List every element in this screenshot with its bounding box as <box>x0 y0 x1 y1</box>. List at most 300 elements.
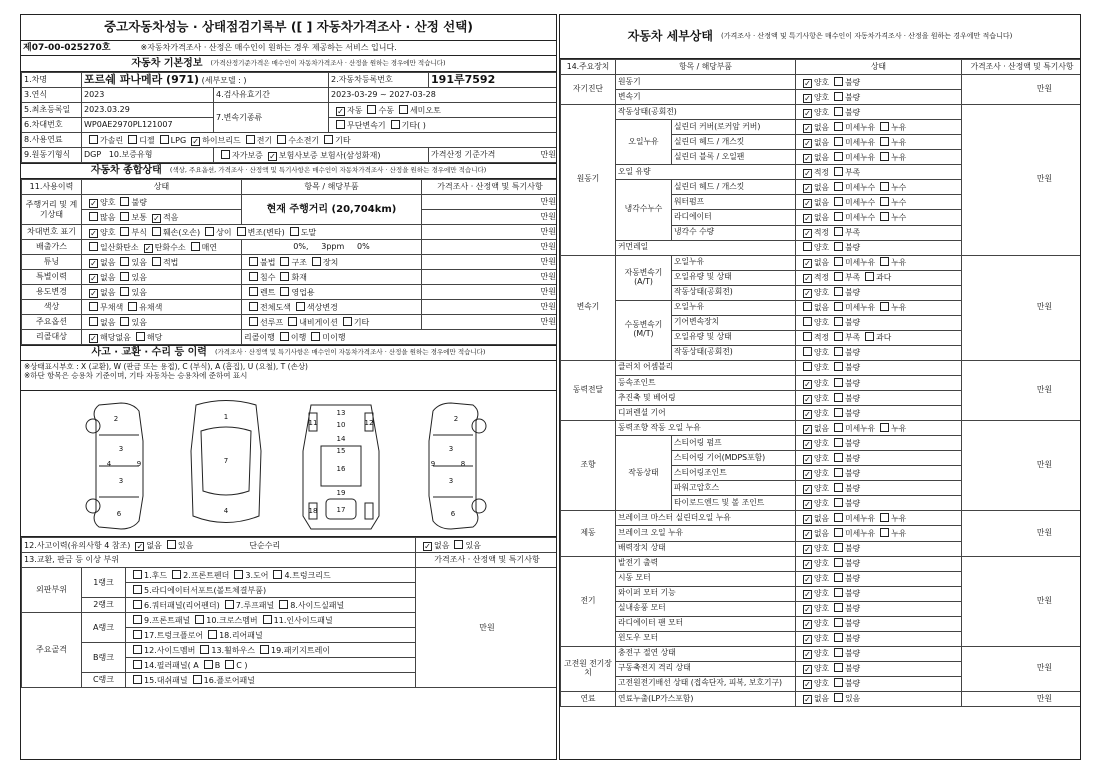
checkbox <box>120 227 129 236</box>
checkbox-checked <box>803 425 812 434</box>
option-label: 불량 <box>845 318 861 328</box>
vin-label: 6.차대번호 <box>22 118 82 133</box>
option-label: 없음 <box>146 540 162 550</box>
unit: 만원 <box>962 105 1082 255</box>
item-label: 수동변속기 (M/T) <box>616 300 672 360</box>
option-label: 미세누유 <box>845 513 876 523</box>
option-label: 매연 <box>201 242 218 252</box>
checkbox <box>120 287 129 296</box>
status-cell <box>796 451 962 466</box>
checkbox <box>89 302 98 311</box>
checkbox-checked <box>803 94 812 103</box>
checkbox <box>834 182 843 191</box>
checkbox <box>834 167 843 176</box>
unit: 만원 <box>962 421 1082 511</box>
table-row <box>561 511 1082 526</box>
odometer-text: 현재 주행거리 (20,704km) <box>266 203 397 215</box>
checkbox <box>249 287 258 296</box>
diagram-label: 12 <box>364 419 374 427</box>
gas-values: 0%, 3ppm 0% <box>242 240 422 255</box>
right-header <box>560 15 1080 59</box>
item-label: 등속조인트 <box>616 375 796 390</box>
option-label: 불량 <box>845 468 861 478</box>
checkbox-checked <box>803 169 812 178</box>
option-label: 1.후드 <box>144 570 168 580</box>
checkbox-checked <box>803 139 812 148</box>
checkbox <box>89 135 98 144</box>
status-cell <box>796 180 962 195</box>
status-cell <box>796 255 962 270</box>
checkbox-checked <box>803 620 812 629</box>
checkbox <box>133 675 142 684</box>
trans-label: 7.변속기종류 <box>214 103 329 133</box>
option-label: 미세누유 <box>845 137 876 147</box>
checkbox <box>160 135 169 144</box>
option-label: 없음 <box>100 272 116 282</box>
sub-item-label: 오일유량 및 상태 <box>672 330 796 345</box>
checkbox-checked <box>803 515 812 524</box>
diagram-label: 1 <box>223 413 229 421</box>
table-row <box>22 538 558 553</box>
option-label: 양호 <box>814 604 830 614</box>
checkbox <box>834 633 843 642</box>
diagram-label: 11 <box>308 419 318 427</box>
sub-item-label: 오일누유 <box>672 300 796 315</box>
doc-note: ※자동차가격조사 · 산정은 매수인이 원하는 경우 제공하는 서비스 입니다. <box>140 43 397 53</box>
option-label: 변조(변타) <box>247 227 285 237</box>
sub-item-label: 오일유량 및 상태 <box>672 270 796 285</box>
fuel-label: 8.사용연료 <box>22 133 82 148</box>
checkbox-checked <box>803 500 812 509</box>
table-row <box>22 255 558 270</box>
right-title-note: (가격조사 · 산정액 및 특기사항은 매수인이 자동차가격조사 · 산정을 원하는 경우에만 적습니다) <box>720 32 1013 41</box>
option-label: 과다 <box>876 273 892 283</box>
row-label: 튜닝 <box>22 255 82 270</box>
checkbox-checked <box>803 665 812 674</box>
table-row <box>22 133 558 148</box>
checkbox <box>249 272 258 281</box>
checkbox <box>834 212 843 221</box>
checkbox <box>880 528 889 537</box>
unit: 만원 <box>416 568 558 688</box>
color-opts-2 <box>242 300 422 315</box>
doc-number: 제07-00-025270호 <box>23 42 111 53</box>
item-label: 원동기 <box>616 75 796 90</box>
checkbox <box>803 242 812 251</box>
option-label: 없음 <box>814 182 830 192</box>
status-cell <box>796 225 962 240</box>
item-label: 냉각수누수 <box>616 180 672 240</box>
tuning-opts <box>82 255 242 270</box>
option-label: 없음 <box>814 694 830 704</box>
item-label: 변속기 <box>616 90 796 105</box>
option-label: 누유 <box>891 303 907 313</box>
fuel-opts <box>82 133 558 148</box>
table-header-row <box>22 180 558 195</box>
option-label: 양호 <box>814 288 830 298</box>
option-label: 16.플로어패널 <box>203 675 256 685</box>
item-label: 커먼레일 <box>616 240 796 255</box>
group-label: 고전원 전기장치 <box>561 646 616 691</box>
option-label: 없음 <box>814 258 830 268</box>
checkbox <box>880 152 889 161</box>
legend-line-1: ※상태표시부호 : X (교환), W (판금 또는 용접), C (부식), A (흠집), U (요철), T (손상) <box>24 362 308 371</box>
accident-note: (가격조사 · 산정액 및 특기사항은 매수인이 자동차가격조사 · 산정을 원하는 경우에만 적습니다) <box>214 348 486 357</box>
option-label: 불량 <box>845 634 861 644</box>
unit: 만원 <box>422 195 558 210</box>
option-label: 양호 <box>814 318 830 328</box>
gas-opts <box>82 240 242 255</box>
checkbox-checked <box>803 124 812 133</box>
status-cell <box>796 421 962 436</box>
right-title: 자동차 세부상태 <box>627 28 713 43</box>
item-label: 시동 모터 <box>616 571 796 586</box>
option-label: 12.사이드멤버 <box>144 645 196 655</box>
status-cell <box>796 120 962 135</box>
sub-item-label: 작동상태(공회전) <box>672 285 796 300</box>
usage-opts-2 <box>242 285 422 300</box>
diagram-label: 3 <box>448 445 454 453</box>
diagram-label: 15 <box>336 447 346 455</box>
diagram-label: 3 <box>448 477 454 485</box>
option-label: 누수 <box>891 212 907 222</box>
accident-row <box>22 538 416 553</box>
option-label: 이행 <box>290 332 307 342</box>
price-label: 가격산정 기준가격 <box>431 150 496 160</box>
option-label: 수동 <box>378 105 394 115</box>
option-label: 불량 <box>845 107 861 117</box>
group-label: 제동 <box>561 511 616 556</box>
row-label: 차대번호 표기 <box>22 225 82 240</box>
item-label: 윈도우 모터 <box>616 631 796 646</box>
option-label: 있음 <box>131 257 147 267</box>
first-reg-label: 5.최초등록일 <box>22 103 82 118</box>
accident-table <box>21 537 557 688</box>
checkbox <box>834 92 843 101</box>
checkbox <box>834 347 843 356</box>
checkbox-checked <box>89 334 98 343</box>
status-cell <box>796 406 962 421</box>
left-sheet <box>20 14 557 760</box>
status-cell <box>796 646 962 661</box>
table-row <box>22 225 558 240</box>
col-header: 항목 / 해당부품 <box>616 60 796 75</box>
option-label: 수소전기 <box>288 135 320 145</box>
checkbox <box>834 197 843 206</box>
option-label: LPG <box>170 135 187 145</box>
option-label: 적정 <box>814 228 830 238</box>
checkbox-checked <box>803 560 812 569</box>
left-title: 중고자동차성능 · 상태점검기록부 ([ ] 자동차가격조사 · 산정 선택) <box>21 15 556 41</box>
col-header: 가격조사 · 산정액 및 특기사항 <box>422 180 558 195</box>
checkbox <box>193 675 202 684</box>
option-label: 불량 <box>845 604 861 614</box>
unit: 만원 <box>962 691 1082 706</box>
name-value: 포르쉐 파나메라 (971) <box>84 72 200 86</box>
basic-info-header <box>21 56 556 72</box>
option-label: 미세누유 <box>845 258 876 268</box>
checkbox-checked <box>803 485 812 494</box>
simple-repair-label: 단순수리 <box>249 540 281 550</box>
item-label: 연료누출(LP가스포함) <box>616 691 796 706</box>
table-row <box>561 691 1082 706</box>
diagram-label: 6 <box>450 510 456 518</box>
sub-item-label: 타이로드엔드 및 볼 조인트 <box>672 496 796 511</box>
option-label: 일산화탄소 <box>100 242 139 252</box>
checkbox <box>834 693 843 702</box>
checkbox <box>391 120 400 129</box>
item-label: 실내송풍 모터 <box>616 601 796 616</box>
option-label: 양호 <box>814 348 830 358</box>
rank-label: B랭크 <box>82 643 126 673</box>
option-label: 부식 <box>131 227 147 237</box>
option-label: 양호 <box>814 544 830 554</box>
item-label: 고전원전기배선 상태 (접속단자, 피복, 보호기구) <box>616 676 796 691</box>
option-label: 하이브리드 <box>202 135 241 145</box>
unit: 만원 <box>422 285 558 300</box>
checkbox <box>128 135 137 144</box>
checkbox <box>834 678 843 687</box>
checkbox <box>152 227 161 236</box>
checkbox <box>312 257 321 266</box>
status-cell <box>796 165 962 180</box>
option-label: 영업용 <box>291 287 315 297</box>
item-label: 충전구 절연 상태 <box>616 646 796 661</box>
option-label: 적정 <box>814 333 830 343</box>
checkbox <box>277 135 286 144</box>
status-cell <box>796 240 962 255</box>
option-label: 양호 <box>814 107 830 117</box>
unit: 만원 <box>962 511 1082 556</box>
recall-opts <box>82 330 242 345</box>
option-label: 불량 <box>845 77 861 87</box>
item-label: 발전기 출력 <box>616 556 796 571</box>
unit: 만원 <box>422 315 558 330</box>
checkbox <box>834 498 843 507</box>
checkbox-checked <box>803 545 812 554</box>
checkbox <box>834 513 843 522</box>
car-diagram <box>21 391 556 537</box>
unit: 만원 <box>422 210 558 225</box>
basic-info-note: (가격산정기준가격은 매수인이 자동차가격조사 · 산정을 원하는 경우에만 적습니다) <box>210 58 446 67</box>
item-label: 와이퍼 모터 기능 <box>616 586 796 601</box>
motor-value: DGP <box>84 150 102 160</box>
option-label: 없음 <box>100 257 116 267</box>
special-opts <box>82 270 242 285</box>
option-label: 렌트 <box>260 287 276 297</box>
checkbox <box>221 150 230 159</box>
special-opts-2 <box>242 270 422 285</box>
checkbox <box>834 227 843 236</box>
car-diagram-svg <box>21 391 557 537</box>
motor-label: 9.원동기형식 <box>22 148 82 163</box>
option-label: 불량 <box>845 408 861 418</box>
rankA-items-2 <box>126 628 416 643</box>
option-label: 2.프론트펜더 <box>183 570 230 580</box>
option-label: 양호 <box>814 498 830 508</box>
status-cell <box>796 135 962 150</box>
unit: 만원 <box>962 360 1082 420</box>
option-label: 있음 <box>131 272 147 282</box>
checkbox <box>880 257 889 266</box>
checkbox-checked <box>191 137 200 146</box>
item-label: 동력조향 작동 오일 누유 <box>616 421 796 436</box>
checkbox-checked <box>803 214 812 223</box>
checkbox <box>133 645 142 654</box>
option-label: 양호 <box>814 243 830 253</box>
plate-value: 191루7592 <box>429 73 557 88</box>
status-cell <box>796 210 962 225</box>
year-value: 2023 <box>82 88 214 103</box>
diagram-label: 16 <box>336 465 346 473</box>
option-label: 18.리어패널 <box>219 630 263 640</box>
status-cell <box>796 661 962 676</box>
option-label: 불량 <box>845 559 861 569</box>
checkbox <box>803 317 812 326</box>
trans-opts-2 <box>329 118 557 133</box>
option-label: 불량 <box>131 197 147 207</box>
option-label: 미세누수 <box>845 182 876 192</box>
checkbox <box>834 332 843 341</box>
table-row <box>561 75 1082 90</box>
option-label: 훼손(오손) <box>162 227 201 237</box>
status-cell <box>796 526 962 541</box>
option-label: 양호 <box>814 363 830 373</box>
table-row <box>22 553 558 568</box>
rankC-items <box>126 673 416 688</box>
checkbox-checked <box>803 410 812 419</box>
option-label: 양호 <box>814 664 830 674</box>
sub-item-label: 기어변속장치 <box>672 315 796 330</box>
option-label: 없음 <box>100 317 116 327</box>
checkbox <box>280 332 289 341</box>
option-label: 양호 <box>814 649 830 659</box>
table-header-row <box>561 60 1082 75</box>
option-label: 불량 <box>845 544 861 554</box>
legend-line-2: ※하단 항목은 승용차 기준이며, 기타 자동차는 승용차에 준하여 표시 <box>24 370 248 380</box>
status-cell <box>796 391 962 406</box>
option-label: 없음 <box>814 513 830 523</box>
option-label: 13.휠하우스 <box>211 645 256 655</box>
checkbox <box>834 558 843 567</box>
status-cell <box>796 345 962 360</box>
checkbox <box>225 660 234 669</box>
summary-title: 자동차 종합상태 <box>90 165 162 177</box>
checkbox <box>237 227 246 236</box>
option-label: 기타( ) <box>401 120 426 130</box>
diagram-label: 6 <box>116 510 122 518</box>
motor-cell <box>82 148 214 163</box>
status-cell <box>796 571 962 586</box>
checkbox <box>865 272 874 281</box>
option-label: 미세누유 <box>845 423 876 433</box>
rank-label: 1랭크 <box>82 568 126 598</box>
option-label: 장치 <box>322 257 339 267</box>
option-label: 양호 <box>814 483 830 493</box>
option-label: 미이행 <box>322 332 346 342</box>
option-label: 17.트렁크플로어 <box>144 630 204 640</box>
diagram-label: 14 <box>336 435 346 443</box>
option-label: 불량 <box>845 679 861 689</box>
option-label: 적음 <box>162 212 179 222</box>
item-label: 작동상태 <box>616 436 672 511</box>
item-label: 디퍼렌셜 기어 <box>616 406 796 421</box>
option-label: 누수 <box>891 197 907 207</box>
unit: 만원 <box>962 556 1082 646</box>
option-label: 없음 <box>814 212 830 222</box>
checkbox <box>880 513 889 522</box>
option-label: 있음 <box>131 287 147 297</box>
checkbox <box>454 540 463 549</box>
option-label: 없음 <box>814 528 830 538</box>
diagram-label: 3 <box>118 477 124 485</box>
detail-table <box>560 59 1081 707</box>
item-label: 추진축 및 베어링 <box>616 391 796 406</box>
status-cell <box>796 466 962 481</box>
table-row <box>561 556 1082 571</box>
diagram-label: 7 <box>223 457 229 465</box>
checkbox-checked <box>803 530 812 539</box>
sub-item-label: 스티어링 펌프 <box>672 436 796 451</box>
option-label: 14.필러패널( A <box>144 660 199 670</box>
diagram-label: 2 <box>113 415 119 423</box>
option-label: 양호 <box>814 559 830 569</box>
checkbox <box>834 453 843 462</box>
rankB-items <box>126 643 416 658</box>
legend-notes <box>21 361 556 391</box>
name-sub: (세부모델 : ) <box>201 75 247 85</box>
option-label: 부족 <box>845 273 861 283</box>
checkbox-checked <box>89 229 98 238</box>
checkbox <box>133 600 142 609</box>
option-label: 보험사보증 <box>278 150 318 160</box>
option-label: 과다 <box>876 333 892 343</box>
checkbox <box>880 137 889 146</box>
option-label: 없음 <box>814 152 830 162</box>
checkbox <box>133 660 142 669</box>
checkbox <box>834 152 843 161</box>
option-label: 미세누유 <box>845 303 876 313</box>
checkbox <box>89 212 98 221</box>
item-label: 배력장치 상태 <box>616 541 796 556</box>
option-label: 리콜이행 <box>244 332 275 342</box>
summary-table <box>21 179 557 345</box>
options-opts <box>82 315 242 330</box>
option-label: 미세누유 <box>845 122 876 132</box>
option-label: 없음 <box>814 423 830 433</box>
main-frame-label: 주요골격 <box>22 613 82 688</box>
checkbox-checked <box>803 199 812 208</box>
item-label: 오일 유량 <box>616 165 796 180</box>
option-label: 없음 <box>100 287 116 297</box>
checkbox <box>880 197 889 206</box>
option-label: 불량 <box>845 574 861 584</box>
rank1-items <box>126 568 416 583</box>
options-opts-2 <box>242 315 422 330</box>
option-label: 색상변경 <box>306 302 338 312</box>
checkbox <box>133 630 142 639</box>
checkbox <box>249 302 258 311</box>
table-row <box>561 421 1082 436</box>
option-label: 불법 <box>260 257 276 267</box>
option-label: 양호 <box>814 589 830 599</box>
checkbox-checked <box>144 244 153 253</box>
table-row <box>22 148 558 163</box>
checkbox <box>246 135 255 144</box>
option-label: 적정 <box>814 273 830 283</box>
checkbox <box>803 302 812 311</box>
diagram-label: 2 <box>453 415 459 423</box>
